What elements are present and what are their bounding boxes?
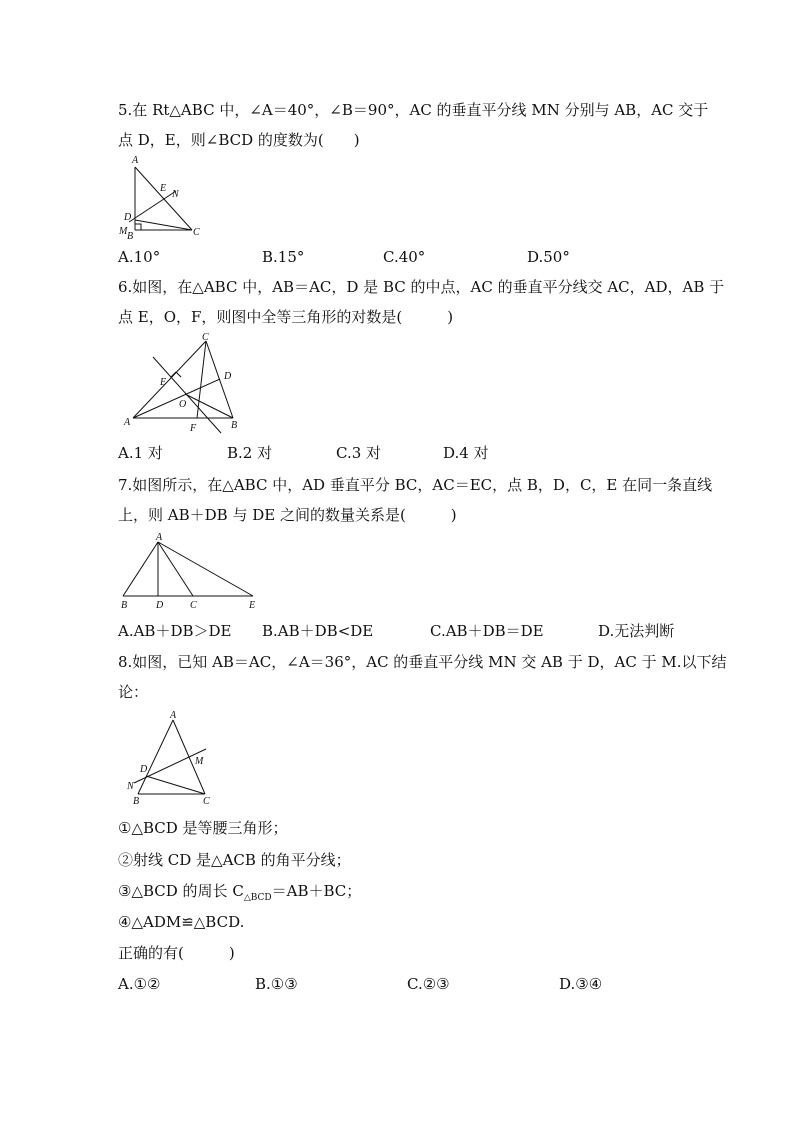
q5-label-e: E (160, 183, 167, 194)
q7-figure (118, 530, 263, 615)
q6-segment-ad (133, 379, 220, 418)
q5-stem-line2: 点 D，E，则∠BCD 的度数为( ) (118, 131, 360, 149)
q5-label-m: M (119, 226, 128, 237)
q5-option-b[interactable]: B.15° (262, 248, 305, 266)
q8-conclusion-1: ①△BCD 是等腰三角形； (118, 819, 288, 837)
q6-stem-line2: 点 E，O，F，则图中全等三角形的对数是( ) (118, 308, 454, 326)
q8-conclusion-2: ②射线 CD 是△ACB 的角平分线； (118, 851, 351, 869)
q7-label-b: B (121, 600, 128, 611)
q8-label-c: C (203, 796, 210, 807)
q7-label-e: E (249, 600, 256, 611)
q6-label-c: C (202, 332, 209, 343)
q7-option-a[interactable]: A.AB＋DB＞DE (118, 622, 232, 640)
q7-stem-line1: 7.如图所示，在△ABC 中，AD 垂直平分 BC，AC＝EC，点 B，D，C，E 在同一条直线 (118, 476, 713, 494)
q7-option-c[interactable]: C.AB＋DB＝DE (430, 622, 544, 640)
q5-figure (112, 155, 212, 240)
q5-label-c: C (193, 227, 200, 238)
q8-conclusion-3-pre: ③△BCD 的周长 C (118, 882, 244, 900)
q8-option-a[interactable]: A.①② (118, 975, 161, 993)
q7-segment-ae (158, 542, 253, 596)
q6-figure (118, 333, 248, 438)
q5-label-d: D (124, 212, 132, 223)
q6-label-b: B (231, 420, 238, 431)
q7-segment-ac (158, 542, 193, 596)
q7-segment-ab (123, 542, 158, 596)
q8-label-a: A (170, 710, 177, 721)
q6-label-a: A (124, 417, 131, 428)
q5-stem-line1: 5.在 Rt△ABC 中，∠A＝40°，∠B＝90°，AC 的垂直平分线 MN 分别与 AB，AC 交于 (118, 101, 709, 119)
q5-segment-dc (135, 220, 192, 230)
q8-label-n: N (127, 781, 134, 792)
q8-option-c[interactable]: C.②③ (407, 975, 450, 993)
q5-segment-ac (135, 167, 192, 230)
q5-label-a: A (132, 155, 139, 166)
q6-label-f: F (190, 423, 197, 434)
q8-segment-dc (146, 776, 205, 794)
q6-label-d: D (224, 371, 232, 382)
q8-stem-line1: 8.如图，已知 AB＝AC，∠A＝36°，AC 的垂直平分线 MN 交 AB 于 D，AC 于 M.以下结 (118, 653, 727, 671)
q8-figure (122, 708, 222, 810)
q7-stem-line2: 上，则 AB＋DB 与 DE 之间的数量关系是( ) (118, 506, 457, 524)
q8-option-b[interactable]: B.①③ (255, 975, 298, 993)
q5-label-b: B (127, 231, 134, 242)
q8-conclusion-3-sub: △BCD (243, 893, 272, 903)
q6-label-e: E (160, 377, 167, 388)
q8-conclusion-4: ④△ADM≌△BCD. (118, 913, 245, 931)
q6-segment-cf (197, 341, 206, 418)
q6-label-o: O (179, 399, 187, 410)
q6-option-b[interactable]: B.2 对 (227, 444, 273, 462)
q5-option-a[interactable]: A.10° (118, 248, 161, 266)
q6-segment-ac (133, 341, 206, 418)
q7-label-a: A (156, 532, 163, 543)
q8-conclusion-3 (118, 881, 361, 908)
q8-label-b: B (133, 796, 140, 807)
q5-line-mn (129, 191, 176, 222)
q7-option-d[interactable]: D.无法判断 (598, 622, 675, 640)
q8-stem-line2: 论： (118, 683, 149, 701)
q8-label-d: D (140, 764, 148, 775)
q8-label-m: M (195, 756, 204, 767)
q6-perp-bisector (153, 357, 221, 433)
q8-prompt: 正确的有( ) (118, 944, 235, 962)
q8-conclusion-3-post: ＝AB＋BC； (271, 882, 362, 900)
q6-option-d[interactable]: D.4 对 (443, 444, 489, 462)
q5-right-angle-mark (135, 224, 141, 230)
q7-option-b[interactable]: B.AB＋DB<DE (262, 622, 374, 640)
q7-label-d: D (156, 600, 164, 611)
q6-option-a[interactable]: A.1 对 (118, 444, 163, 462)
q6-stem-line1: 6.如图，在△ABC 中，AB＝AC，D 是 BC 的中点，AC 的垂直平分线交 AC，AD，AB 于 (118, 278, 725, 296)
q6-option-c[interactable]: C.3 对 (336, 444, 382, 462)
q7-label-c: C (190, 600, 197, 611)
q5-option-d[interactable]: D.50° (527, 248, 570, 266)
q8-option-d[interactable]: D.③④ (559, 975, 603, 993)
q5-option-c[interactable]: C.40° (383, 248, 426, 266)
q5-label-n: N (172, 189, 179, 200)
